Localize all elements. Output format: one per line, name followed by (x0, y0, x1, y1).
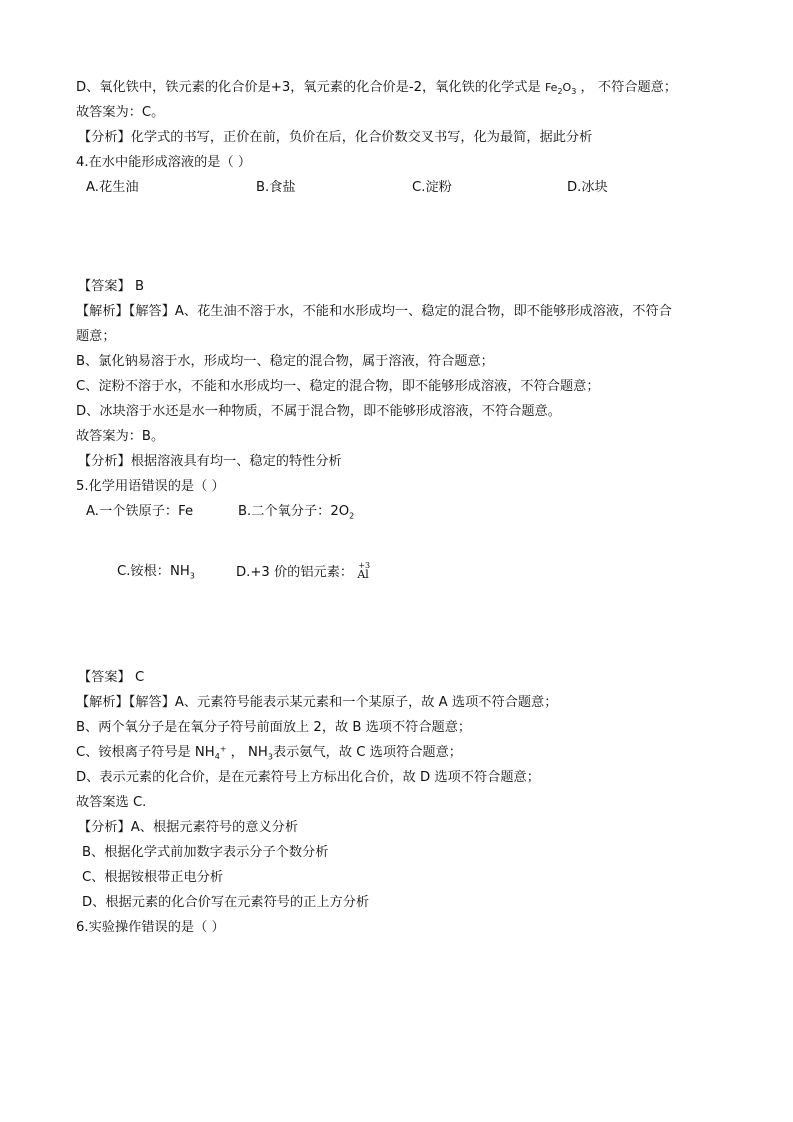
q3-d-text: D、氧化铁中，铁元素的化合价是+3，氧元素的化合价是-2，氧化铁的化学式是 (76, 80, 541, 95)
q3-d-tail: ， 不符合题意； (580, 80, 678, 95)
q5-analysis: D、根据元素的化合价写在元素符号的正上方分析 (82, 895, 370, 910)
q3-answer-line: 故答案为：C。 (76, 105, 165, 120)
q5-option-d: D.+3 价的铝元素： +3 Al (236, 563, 373, 582)
q4-option-c: C.淀粉 (412, 180, 452, 195)
q4-answer: 【答案】 B (78, 279, 144, 294)
q3-option-d-explanation (76, 79, 677, 97)
q5-stem: 5.化学用语错误的是（ ） (76, 479, 225, 494)
q5-explain-line: 【解析】【解答】A、元素符号能表示某元素和一个某原子，故 A 选项不符合题意； (76, 695, 558, 710)
q5-option-b: B.二个氧分子：$2O_2$ (238, 504, 355, 521)
q5-option-c: C.铵根：$NH_3$ (117, 564, 195, 581)
aluminum-valence-symbol: +3 Al (357, 561, 371, 581)
q5-explain-line: C、铵根离子符号是 $NH_4^+$ ， $NH_3$表示氨气，故 C 选项符合题意； (76, 744, 462, 762)
q6-stem: 6.实验操作错误的是（ ） (76, 920, 225, 935)
q5-explain-line: D、表示元素的化合价，是在元素符号上方标出化合价，故 D 选项不符合题意； (76, 770, 540, 785)
q4-option-d: D.冰块 (567, 180, 608, 195)
q5-answer-line: 故答案选 C. (76, 795, 147, 810)
q4-option-a: A.花生油 (86, 180, 139, 195)
q5-analysis: C、根据铵根带正电分析 (82, 870, 224, 885)
q5-option-a: A.一个铁原子：Fe (86, 504, 194, 519)
q4-analysis: 【分析】根据溶液具有均一、稳定的特性分析 (78, 454, 342, 469)
q4-explain-line: D、冰块溶于水还是水一种物质，不属于混合物，即不能够形成溶液，不符合题意。 (76, 404, 561, 419)
q5-analysis: 【分析】A、根据元素符号的意义分析 (78, 820, 299, 835)
q4-explain-line: B、氯化钠易溶于水，形成均一、稳定的混合物，属于溶液，符合题意； (76, 354, 494, 369)
q5-explain-line: B、两个氧分子是在氧分子符号前面放上 2，故 B 选项不符合题意； (76, 720, 472, 735)
q5-analysis: B、根据化学式前加数字表示分子个数分析 (82, 845, 329, 860)
q4-answer-line: 故答案为：B。 (76, 429, 165, 444)
q4-explain-line: 题意； (76, 329, 116, 344)
q4-stem: 4.在水中能形成溶液的是（ ） (76, 155, 252, 170)
q3-d-formula: $Fe_2O_3$ (544, 81, 577, 97)
q5-answer: 【答案】 C (78, 670, 145, 685)
q3-analysis: 【分析】化学式的书写，正价在前，负价在后，化合价数交叉书写，化为最简，据此分析 (78, 130, 593, 145)
q4-explain-line: C、淀粉不溶于水，不能和水形成均一、稳定的混合物，即不能够形成溶液，不符合题意； (76, 379, 600, 394)
q4-option-b: B.食盐 (256, 180, 296, 195)
q4-explain-line: 【解析】【解答】A、花生油不溶于水，不能和水形成均一、稳定的混合物，即不能够形成溶液，不符合 (76, 304, 672, 319)
